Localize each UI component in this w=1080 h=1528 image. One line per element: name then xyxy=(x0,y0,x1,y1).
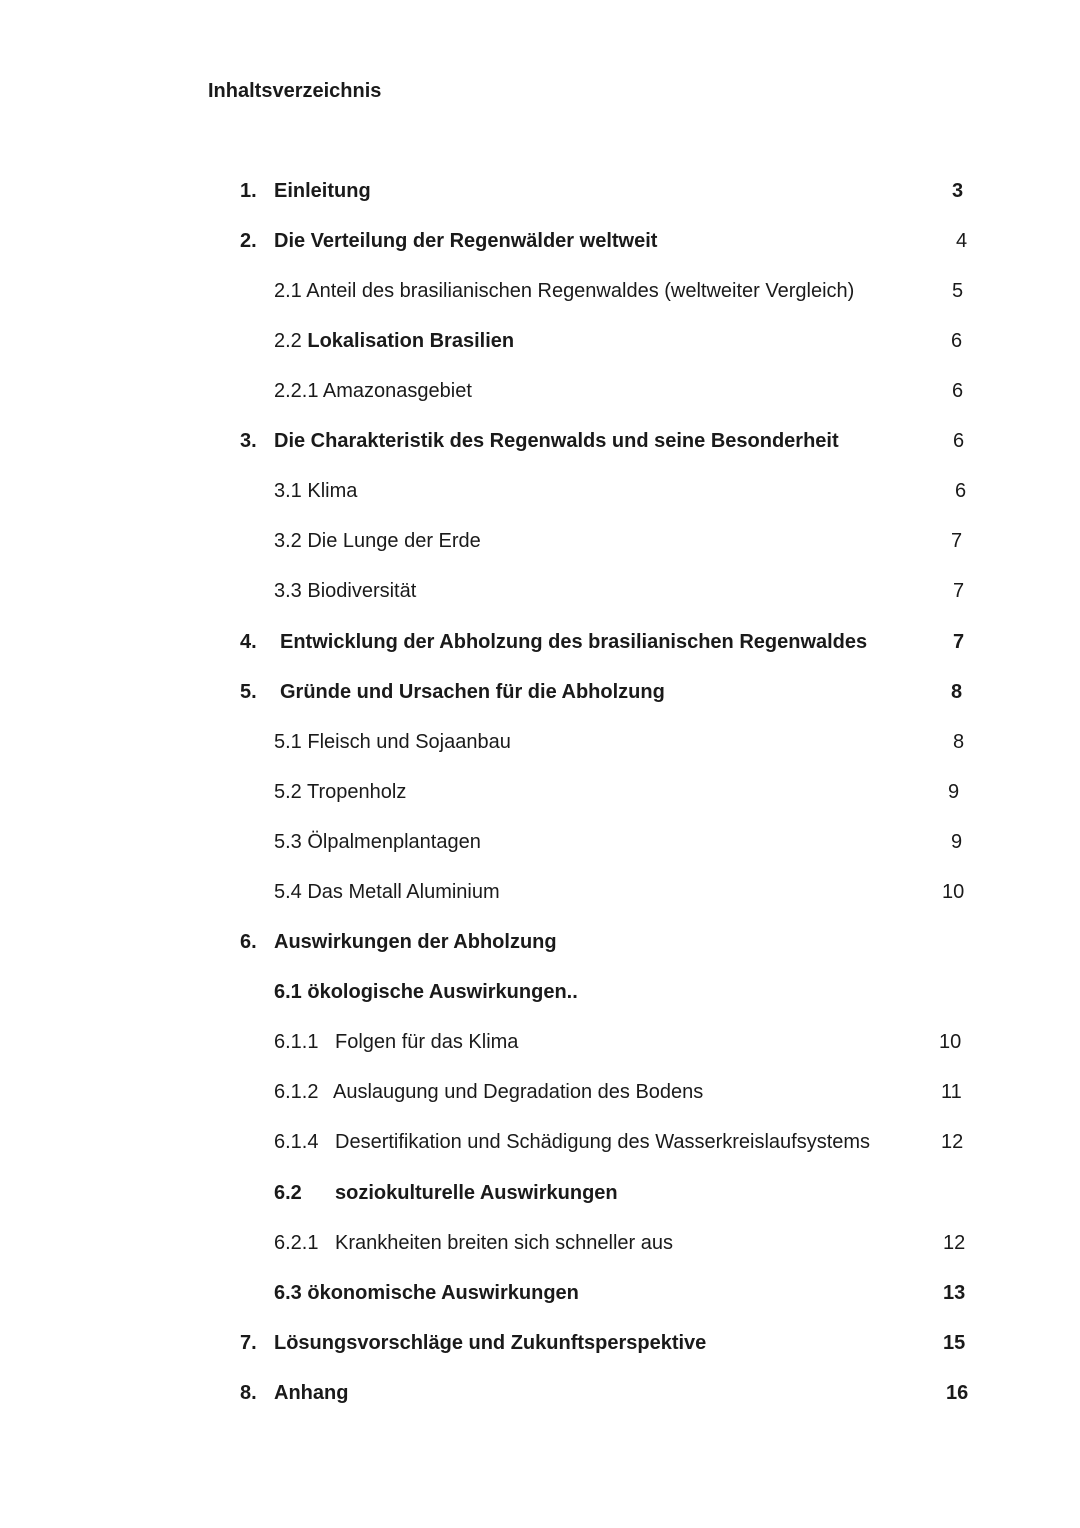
toc-entry-label: Auswirkungen der Abholzung xyxy=(274,931,557,953)
toc-entry-number: 6.1.4 xyxy=(274,1131,319,1153)
toc-entry-number: 6.1.2 xyxy=(274,1081,319,1103)
toc-entry-label: 5.1 Fleisch und Sojaanbau xyxy=(274,731,511,753)
toc-entry-label: 5.4 Das Metall Aluminium xyxy=(274,881,500,903)
toc-entry-6-1-4[interactable] xyxy=(0,1128,1080,1156)
toc-entry-page: 10 xyxy=(942,881,965,903)
toc-entry-page: 6 xyxy=(951,330,963,352)
toc-entry-1[interactable] xyxy=(0,177,1080,205)
toc-entry-2-1[interactable] xyxy=(0,277,1080,305)
toc-entry-8[interactable] xyxy=(0,1379,1080,1407)
toc-entry-label: 3.3 Biodiversität xyxy=(274,580,417,602)
toc-entry-number: 6.2 xyxy=(274,1182,302,1204)
toc-entry-label: Auslaugung und Degradation des Bodens xyxy=(333,1081,704,1103)
toc-entry-number: 6. xyxy=(240,931,257,953)
toc-entry-page: 5 xyxy=(952,280,964,302)
page-title: Inhaltsverzeichnis xyxy=(208,80,382,102)
toc-entry-label: Anhang xyxy=(274,1382,349,1404)
toc-entry-label-wrap xyxy=(274,327,514,355)
toc-entry-3-2[interactable] xyxy=(0,527,1080,555)
toc-entry-label: Entwicklung der Abholzung des brasilianischen Regenwaldes xyxy=(280,631,868,653)
toc-entry-prefix: 2.2 xyxy=(274,330,308,352)
toc-entry-number: 4. xyxy=(240,631,257,653)
toc-entry-6-1[interactable] xyxy=(0,978,1080,1006)
toc-entry-page: 7 xyxy=(953,631,965,653)
toc-entry-6-1-1[interactable] xyxy=(0,1028,1080,1056)
toc-entry-4[interactable] xyxy=(0,628,1080,656)
toc-entry-5-2[interactable] xyxy=(0,778,1080,806)
toc-entry-2-2[interactable] xyxy=(0,327,1080,355)
toc-entry-2-2-1[interactable] xyxy=(0,377,1080,405)
toc-entry-page: 7 xyxy=(953,580,965,602)
toc-entry-page: 10 xyxy=(939,1031,962,1053)
toc-entry-label: Die Verteilung der Regenwälder weltweit xyxy=(274,230,658,252)
toc-entry-6-2-1[interactable] xyxy=(0,1229,1080,1257)
toc-entry-number: 3. xyxy=(240,430,257,452)
toc-entry-label: Gründe und Ursachen für die Abholzung xyxy=(280,681,665,703)
toc-entry-label: 6.1 ökologische Auswirkungen.. xyxy=(274,981,578,1003)
toc-entry-label: 3.1 Klima xyxy=(274,480,358,502)
toc-entry-number: 8. xyxy=(240,1382,257,1404)
toc-entry-page: 8 xyxy=(951,681,963,703)
toc-entry-page: 7 xyxy=(951,530,963,552)
toc-entry-label: 3.2 Die Lunge der Erde xyxy=(274,530,481,552)
toc-entry-page: 6 xyxy=(955,480,967,502)
toc-entry-label: 5.3 Ölpalmenplantagen xyxy=(274,831,481,853)
toc-entry-label: Desertifikation und Schädigung des Wasserkreislaufsystems xyxy=(335,1131,871,1153)
toc-entry-number: 6.1.1 xyxy=(274,1031,319,1053)
toc-entry-page: 9 xyxy=(948,781,960,803)
toc-entry-2[interactable] xyxy=(0,227,1080,255)
toc-entry-5-4[interactable] xyxy=(0,878,1080,906)
toc-entry-number: 5. xyxy=(240,681,257,703)
toc-entry-3-3[interactable] xyxy=(0,577,1080,605)
toc-entry-label: 2.1 Anteil des brasilianischen Regenwaldes (weltweiter Vergleich) xyxy=(274,280,855,302)
toc-entry-page: 15 xyxy=(943,1332,966,1354)
toc-entry-6-3[interactable] xyxy=(0,1279,1080,1307)
toc-entry-page: 16 xyxy=(946,1382,969,1404)
toc-entry-label: soziokulturelle Auswirkungen xyxy=(335,1182,618,1204)
toc-entry-label: 2.2.1 Amazonasgebiet xyxy=(274,380,472,402)
toc-entry-page: 12 xyxy=(943,1232,966,1254)
toc-entry-label: 6.3 ökonomische Auswirkungen xyxy=(274,1282,579,1304)
toc-entry-number: 7. xyxy=(240,1332,257,1354)
toc-entry-3-1[interactable] xyxy=(0,477,1080,505)
toc-entry-label: Folgen für das Klima xyxy=(335,1031,519,1053)
toc-entry-5[interactable] xyxy=(0,678,1080,706)
toc-entry-number: 1. xyxy=(240,180,257,202)
toc-entry-page: 9 xyxy=(951,831,963,853)
toc-entry-3[interactable] xyxy=(0,427,1080,455)
toc-entry-6-1-2[interactable] xyxy=(0,1078,1080,1106)
toc-entry-label: Die Charakteristik des Regenwalds und seine Besonderheit xyxy=(274,430,839,452)
toc-entry-6-2[interactable] xyxy=(0,1179,1080,1207)
toc-entry-number: 2. xyxy=(240,230,257,252)
toc-entry-label: Krankheiten breiten sich schneller aus xyxy=(335,1232,673,1254)
toc-entry-page: 8 xyxy=(953,731,965,753)
toc-entry-label: 5.2 Tropenholz xyxy=(274,781,407,803)
toc-entry-label: Einleitung xyxy=(274,180,371,202)
toc-entry-page: 3 xyxy=(952,180,964,202)
toc-entry-7[interactable] xyxy=(0,1329,1080,1357)
toc-entry-page: 6 xyxy=(953,430,965,452)
toc-entry-6[interactable] xyxy=(0,928,1080,956)
toc-entry-page: 11 xyxy=(941,1081,962,1103)
toc-entry-page: 6 xyxy=(952,380,964,402)
toc-entry-page: 13 xyxy=(943,1282,966,1304)
toc-entry-page: 4 xyxy=(956,230,968,252)
toc-entry-label: Lokalisation Brasilien xyxy=(307,330,515,352)
toc-entry-label: Lösungsvorschläge und Zukunftsperspektive xyxy=(274,1332,707,1354)
toc-entry-number: 6.2.1 xyxy=(274,1232,319,1254)
toc-entry-page: 12 xyxy=(941,1131,964,1153)
toc-entry-5-3[interactable] xyxy=(0,828,1080,856)
toc-entry-5-1[interactable] xyxy=(0,728,1080,756)
